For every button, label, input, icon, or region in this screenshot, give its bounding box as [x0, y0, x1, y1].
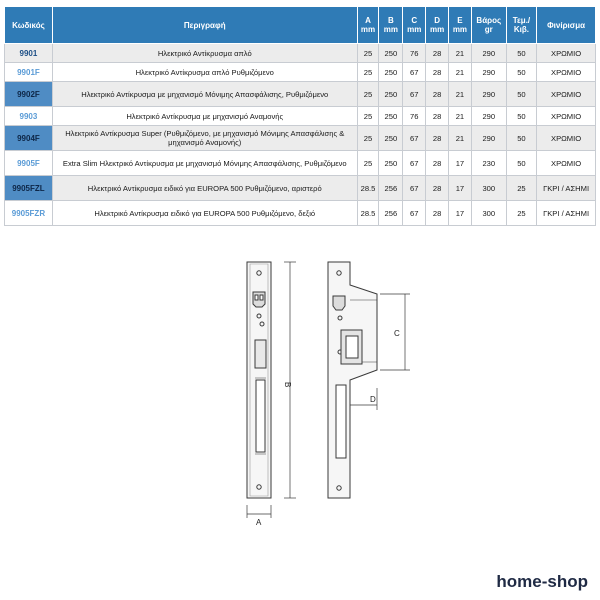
cell-b: 256: [379, 201, 403, 226]
cell-code: 9905FZR: [5, 201, 53, 226]
cell-e: 17: [449, 151, 472, 176]
header-e: E mm: [449, 7, 472, 44]
cell-weight: 290: [471, 126, 506, 151]
cell-weight: 300: [471, 201, 506, 226]
cell-pieces: 25: [506, 201, 536, 226]
cell-description: Ηλεκτρικό Αντίκρυσμα Super (Ρυθμιζόμενο, με μηχανισμό Μόνιμης Απασφάλισης & μηχανισμό Αναμονής): [52, 126, 357, 151]
cell-weight: 290: [471, 82, 506, 107]
cell-a: 28.5: [357, 201, 379, 226]
cell-b: 250: [379, 126, 403, 151]
cell-c: 67: [403, 82, 426, 107]
cell-weight: 290: [471, 44, 506, 63]
cell-finish: ΓΚΡΙ / ΑΣΗΜΙ: [537, 176, 596, 201]
cell-finish: ΧΡΩΜΙΟ: [537, 82, 596, 107]
cell-e: 21: [449, 44, 472, 63]
cell-pieces: 50: [506, 107, 536, 126]
cell-e: 17: [449, 176, 472, 201]
cell-b: 256: [379, 176, 403, 201]
side-view-plate: [328, 262, 377, 498]
header-d: D mm: [426, 7, 449, 44]
header-a: A mm: [357, 7, 379, 44]
cell-weight: 300: [471, 176, 506, 201]
cell-b: 250: [379, 82, 403, 107]
cell-a: 25: [357, 126, 379, 151]
cell-a: 25: [357, 44, 379, 63]
dimension-d-label: D: [370, 395, 376, 404]
cell-d: 28: [426, 176, 449, 201]
cell-code: 9905FZL: [5, 176, 53, 201]
header-code: Κωδικός: [5, 7, 53, 44]
cell-finish: ΧΡΩΜΙΟ: [537, 151, 596, 176]
cell-description: Ηλεκτρικό Αντίκρυσμα με μηχανισμό Μόνιμης Απασφάλισης, Ρυθμιζόμενο: [52, 82, 357, 107]
cell-code: 9901: [5, 44, 53, 63]
dimension-b-label: B: [283, 382, 292, 388]
cell-finish: ΧΡΩΜΙΟ: [537, 107, 596, 126]
cell-d: 28: [426, 63, 449, 82]
cell-weight: 290: [471, 107, 506, 126]
cell-description: Ηλεκτρικό Αντίκρυσμα απλό Ρυθμιζόμενο: [52, 63, 357, 82]
cell-a: 28.5: [357, 176, 379, 201]
header-description: Περιγραφή: [52, 7, 357, 44]
header-pieces: Τεμ./ Κιβ.: [506, 7, 536, 44]
cell-finish: ΧΡΩΜΙΟ: [537, 126, 596, 151]
cell-c: 67: [403, 151, 426, 176]
cell-finish: ΓΚΡΙ / ΑΣΗΜΙ: [537, 201, 596, 226]
brand-logo-text: home-shop: [496, 572, 588, 591]
cell-c: 76: [403, 107, 426, 126]
cell-c: 76: [403, 44, 426, 63]
cell-b: 250: [379, 63, 403, 82]
cell-weight: 230: [471, 151, 506, 176]
cell-e: 21: [449, 107, 472, 126]
cell-pieces: 50: [506, 82, 536, 107]
cell-pieces: 50: [506, 63, 536, 82]
cell-e: 17: [449, 201, 472, 226]
cell-b: 250: [379, 107, 403, 126]
cell-a: 25: [357, 63, 379, 82]
dimension-a-label: A: [256, 518, 262, 527]
cell-pieces: 25: [506, 176, 536, 201]
header-c: C mm: [403, 7, 426, 44]
cell-description: Ηλεκτρικό Αντίκρυσμα ειδικό για EUROPA 500 Ρυθμιζόμενο, αριστερό: [52, 176, 357, 201]
cell-pieces: 50: [506, 44, 536, 63]
dimension-c-label: C: [394, 329, 400, 338]
cell-code: 9904F: [5, 126, 53, 151]
front-view-plate: [247, 262, 271, 498]
cell-e: 21: [449, 63, 472, 82]
cell-b: 250: [379, 151, 403, 176]
cell-description: Ηλεκτρικό Αντίκρυσμα με μηχανισμό Αναμονής: [52, 107, 357, 126]
cell-a: 25: [357, 82, 379, 107]
cell-a: 25: [357, 151, 379, 176]
header-finish: Φινίρισμα: [537, 7, 596, 44]
cell-b: 250: [379, 44, 403, 63]
cell-pieces: 50: [506, 151, 536, 176]
cell-description: Ηλεκτρικό Αντίκρυσμα ειδικό για EUROPA 500 Ρυθμιζόμενο, δεξιό: [52, 201, 357, 226]
cell-e: 21: [449, 82, 472, 107]
cell-c: 67: [403, 63, 426, 82]
header-b: B mm: [379, 7, 403, 44]
cell-d: 28: [426, 201, 449, 226]
cell-weight: 290: [471, 63, 506, 82]
cell-finish: ΧΡΩΜΙΟ: [537, 63, 596, 82]
cell-d: 28: [426, 107, 449, 126]
cell-a: 25: [357, 107, 379, 126]
cell-code: 9903: [5, 107, 53, 126]
cell-c: 67: [403, 201, 426, 226]
cell-c: 67: [403, 176, 426, 201]
cell-code: 9901F: [5, 63, 53, 82]
cell-c: 67: [403, 126, 426, 151]
cell-finish: ΧΡΩΜΙΟ: [537, 44, 596, 63]
cell-pieces: 50: [506, 126, 536, 151]
cell-description: Extra Slim Ηλεκτρικό Αντίκρυσμα με μηχανισμό Μόνιμης Απασφάλισης, Ρυθμιζόμενο: [52, 151, 357, 176]
cell-e: 21: [449, 126, 472, 151]
header-weight: Βάρος gr: [471, 7, 506, 44]
cell-code: 9905F: [5, 151, 53, 176]
cell-d: 28: [426, 151, 449, 176]
cell-d: 28: [426, 82, 449, 107]
cell-d: 28: [426, 44, 449, 63]
cell-code: 9902F: [5, 82, 53, 107]
cell-description: Ηλεκτρικό Αντίκρυσμα απλό: [52, 44, 357, 63]
cell-d: 28: [426, 126, 449, 151]
